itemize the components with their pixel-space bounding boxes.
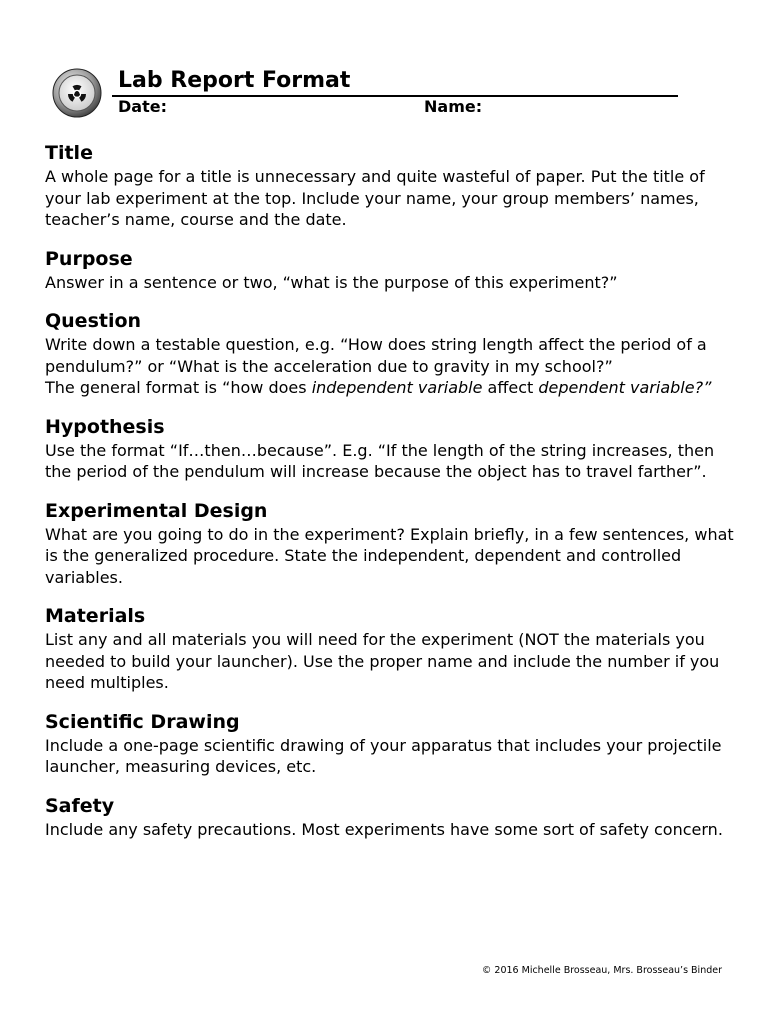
section-text: Use the format “If…then…because”. E.g. “If the length of the string increases, then the period of the pendulum will increase because the object has to travel farther”.: [45, 440, 715, 481]
section-title: [45, 141, 735, 231]
radiation-hazard-icon: [52, 68, 102, 118]
section-safety: [45, 794, 735, 841]
section-heading: Safety: [45, 794, 115, 817]
section-heading: Materials: [45, 605, 146, 627]
section-hypothesis: [45, 415, 735, 483]
section-heading: Hypothesis: [45, 415, 165, 438]
date-label: Date:: [118, 97, 167, 116]
section-heading: Purpose: [45, 247, 133, 270]
section-text: Include any safety precautions. Most experiments have some sort of safety concern.: [45, 819, 723, 839]
name-label: Name:: [424, 97, 483, 116]
section-text: A whole page for a title is unnecessary and quite wasteful of paper. Put the title of your lab experiment at the top. Include your name, your group members’ names, teacher’s name, course and the date.: [45, 167, 705, 229]
format-middle: affect: [482, 378, 539, 397]
section-materials: [45, 604, 735, 694]
format-prefix: The general format is “how does: [45, 378, 312, 397]
document-body: [45, 141, 735, 856]
section-question: [45, 309, 735, 399]
section-text: List any and all materials you will need for the experiment (NOT the materials you needed to build your launcher). Use the proper name and include the number if you need multiples.: [45, 630, 720, 692]
independent-variable-text: independent variable: [311, 378, 483, 397]
title-underline: [112, 95, 678, 97]
section-heading: Scientific Drawing: [45, 710, 240, 733]
copyright-footer: © 2016 Michelle Brosseau, Mrs. Brosseau’s Binder: [481, 965, 722, 976]
section-heading: Question: [45, 310, 142, 332]
section-text: Write down a testable question, e.g. “How does string length affect the period of a pendulum?” or “What is the acceleration due to gravity in my school?”: [45, 335, 707, 376]
dependent-variable-text: dependent variable?”: [538, 378, 712, 397]
section-heading: Experimental Design: [45, 499, 268, 522]
page-title: Lab Report Format: [118, 68, 351, 93]
section-text: Answer in a sentence or two, “what is the purpose of this experiment?”: [45, 272, 618, 292]
section-purpose: [45, 247, 735, 294]
section-text: Include a one-page scientific drawing of your apparatus that includes your projectile launcher, measuring devices, etc.: [45, 735, 722, 776]
section-text: What are you going to do in the experiment? Explain briefly, in a few sentences, what is the generalized procedure. State the independent, dependent and controlled variables.: [45, 524, 734, 587]
section-heading: Title: [45, 142, 93, 164]
section-experimental-design: [45, 499, 735, 589]
general-format-line: [45, 377, 735, 399]
section-scientific-drawing: [45, 710, 735, 778]
